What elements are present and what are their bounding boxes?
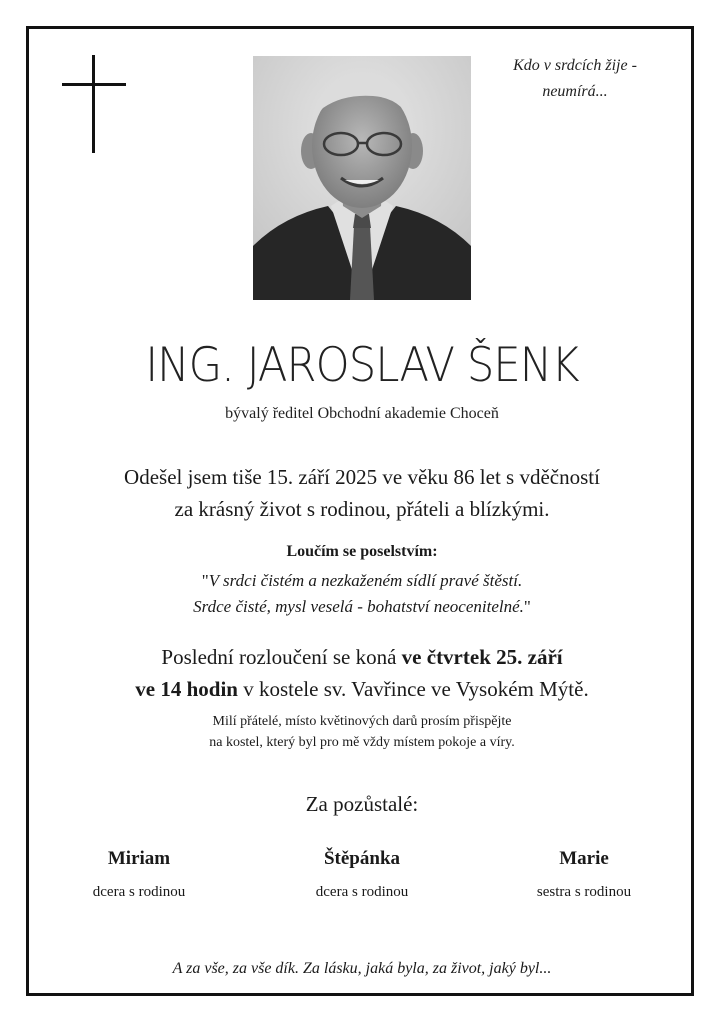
motto-line-2: neumírá... <box>542 83 608 100</box>
message-line-1: V srdci čistém a nezkaženém sídlí pravé štěstí. <box>208 571 523 590</box>
survivor-3 <box>474 846 694 902</box>
portrait-photo <box>253 56 471 300</box>
deceased-name: ING. JAROSLAV ŠENK <box>145 338 579 393</box>
survivor-name: Štěpánka <box>323 848 401 869</box>
survivor-name: Miriam <box>107 848 171 869</box>
funeral-time: ve 14 hodin <box>135 677 238 701</box>
funeral-place: v kostele sv. Vavřince ve Vysokém Mýtě. <box>237 677 589 701</box>
note-line-2: na kostel, který byl pro mě vždy místem pokoje a víry. <box>209 735 515 750</box>
announcement <box>0 461 724 525</box>
cross-icon <box>62 55 126 153</box>
announcement-line-1: Odešel jsem tiše 15. září 2025 ve věku 86 let s vděčností <box>124 465 600 489</box>
note-line-1: Milí přátelé, místo květinových darů prosím přispějte <box>212 714 512 729</box>
closing-line: A za vše, za vše dík. Za lásku, jaká byla, za život, jaký byl... <box>172 960 552 977</box>
message-line-2: Srdce čisté, mysl veselá - bohatství neocenitelné. <box>193 597 524 616</box>
funeral-date: ve čtvrtek 25. září <box>401 645 563 669</box>
survivor-relation: sestra s rodinou <box>536 884 632 900</box>
deceased-subtitle: bývalý ředitel Obchodní akademie Choceň <box>225 405 499 422</box>
survivor-name: Marie <box>559 848 609 869</box>
motto-line-1: Kdo v srdcích žije - <box>513 57 637 74</box>
survivor-1 <box>29 846 249 902</box>
funeral-line-1-prefix: Poslední rozloučení se koná <box>161 645 402 669</box>
donation-note <box>0 711 724 753</box>
survivors-title: Za pozůstalé: <box>305 792 419 816</box>
motto <box>480 53 670 105</box>
survivor-relation: dcera s rodinou <box>315 884 409 900</box>
survivor-2 <box>252 846 472 902</box>
message: "V srdci čistém a nezkaženém sídlí pravé štěstí. Srdce čisté, mysl veselá - bohatství neocenitelné." <box>193 571 531 616</box>
message-title: Loučím se poselstvím: <box>286 543 438 560</box>
funeral-info <box>0 641 724 705</box>
survivor-relation: dcera s rodinou <box>92 884 186 900</box>
announcement-line-2: za krásný život s rodinou, přáteli a blízkými. <box>174 497 550 521</box>
